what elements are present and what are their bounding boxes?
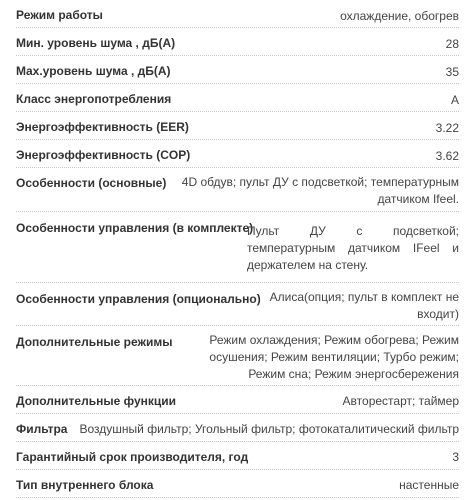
spec-label: Дополнительные режимы (16, 335, 173, 349)
spec-value: 4D обдув; пульт ДУ с подсветкой; температурным датчиком Ifeel. (181, 175, 459, 206)
spec-row-warranty (16, 442, 459, 470)
spec-label: Класс энергопотребления (16, 92, 172, 106)
spec-value: Алиса(опция; пульт в комплект не входит) (269, 290, 459, 321)
spec-label: Фильтра (16, 422, 68, 436)
spec-row-control-included (16, 212, 459, 283)
spec-label: Особенности (основные) (16, 176, 167, 190)
spec-row-cop (16, 140, 459, 168)
spec-row-max-noise (16, 56, 459, 84)
spec-row-operating-mode (16, 0, 459, 28)
spec-label: Мин. уровень шума , дБ(А) (16, 36, 176, 50)
spec-value: Режим охлаждения; Режим обогрева; Режим осушения; Режим вентиляции; Турбо режим; Режим сна; Режим энергосбережения (209, 333, 459, 381)
spec-label: Особенности управления (опционально) (16, 292, 261, 306)
spec-label: Энергоэффективность (EER) (16, 120, 189, 134)
spec-row-filters (16, 414, 459, 442)
spec-value: 28 (445, 37, 459, 51)
spec-value: 3.62 (435, 149, 459, 163)
spec-label: Режим работы (16, 8, 103, 22)
spec-value: 3 (452, 450, 459, 464)
spec-row-energy-class (16, 84, 459, 112)
spec-label: Гарантийный срок производителя, год (16, 450, 249, 464)
spec-label: Особенности управления (в комплекте) (16, 221, 254, 235)
spec-label: Дополнительные функции (16, 394, 177, 408)
spec-value: настенные (399, 478, 459, 492)
spec-label: Мax.уровень шума , дБ(А) (16, 64, 171, 78)
spec-row-min-noise (16, 28, 459, 56)
spec-value: A (450, 93, 459, 107)
spec-value: 35 (445, 65, 459, 79)
spec-label: Энергоэффективность (COP) (16, 148, 191, 162)
spec-value: Авторестарт; таймер (342, 394, 459, 408)
spec-row-features (16, 168, 459, 212)
spec-value: Пульт ДУ с подсветкой; температурным датчиком IFeel и держателем на стену. (247, 224, 459, 272)
spec-row-indoor-unit-type (16, 470, 459, 498)
spec-row-control-optional (16, 283, 459, 326)
spec-value: охлаждение, обогрев (340, 9, 459, 23)
spec-value: 3.22 (435, 121, 459, 135)
spec-row-extra-modes (16, 326, 459, 386)
spec-label: Тип внутреннего блока (16, 478, 154, 492)
spec-row-extra-functions (16, 386, 459, 414)
spec-value: Воздушный фильтр; Угольный фильтр; фотокаталитический фильтр (79, 422, 459, 436)
spec-row-eer (16, 112, 459, 140)
